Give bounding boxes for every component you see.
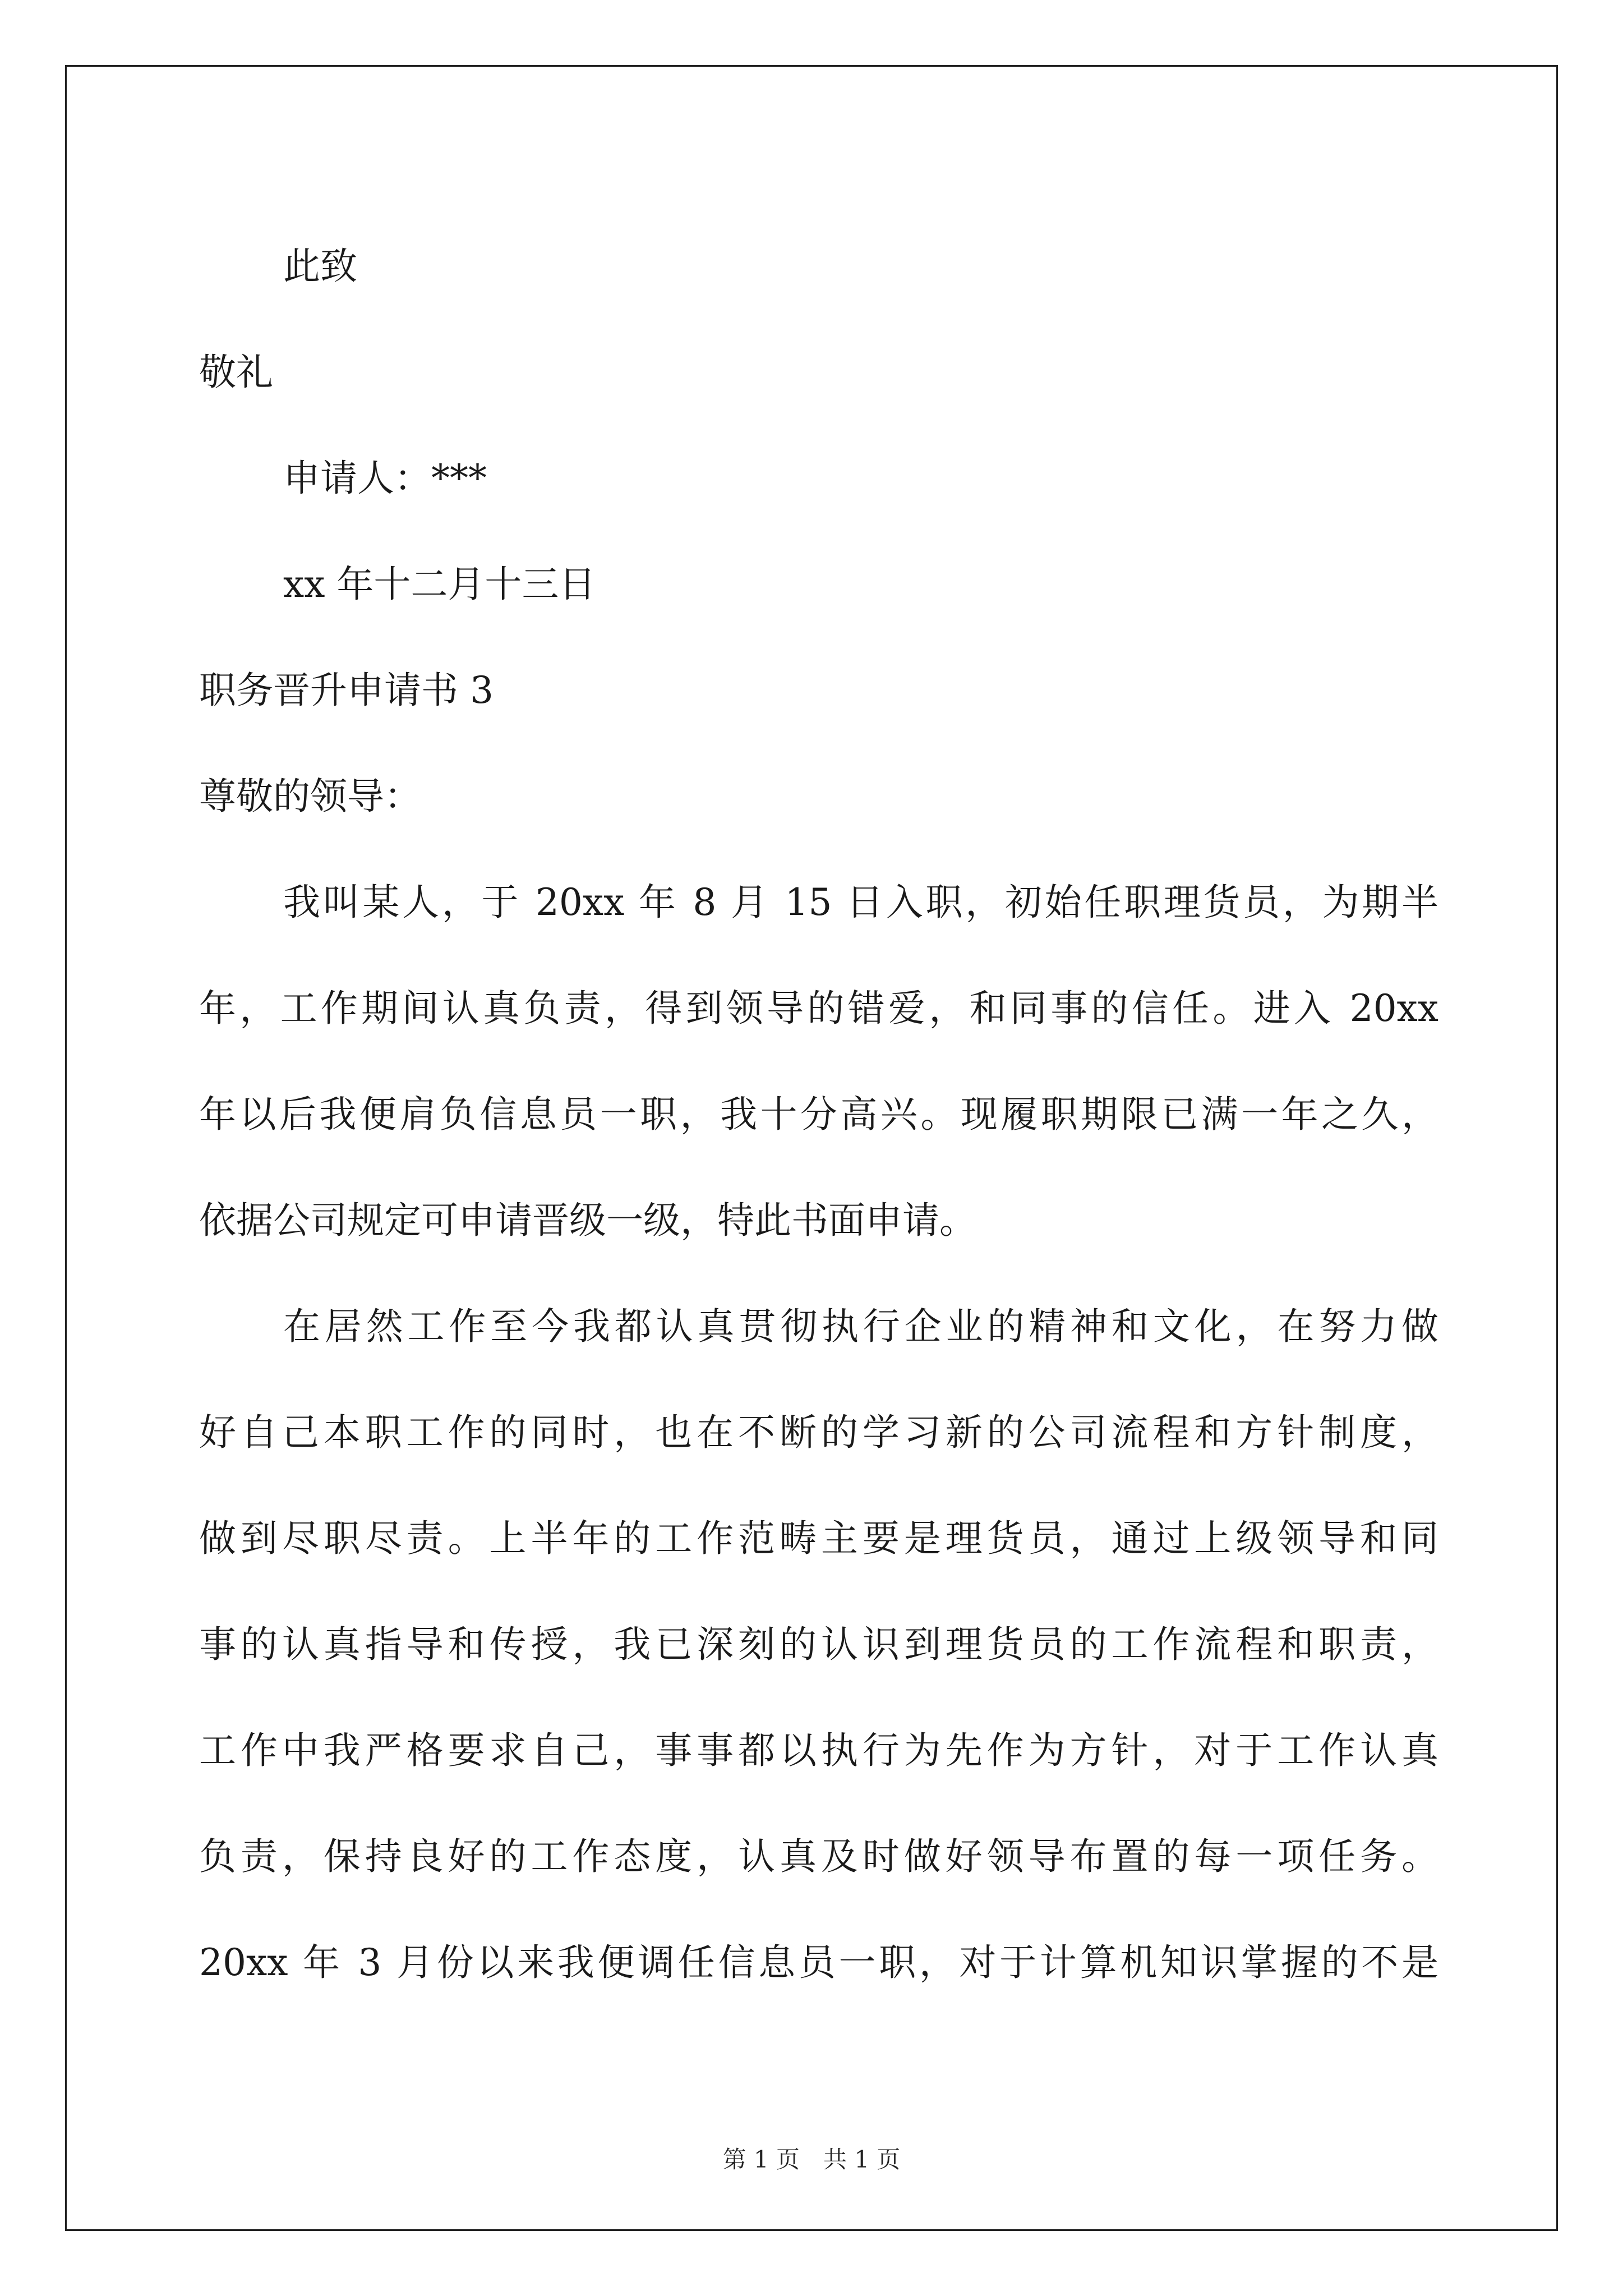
salutation-line: 敬礼: [199, 351, 273, 394]
page-number-footer: 第 1 页 共 1 页: [722, 2146, 901, 2173]
paragraph-line: 事的认真指导和传授，我已深刻的认识到理货员的工作流程和职责，: [199, 1623, 1438, 1666]
paragraph-line: 我叫某人，于 20xx 年 8 月 15 日入职，初始任职理货员，为期半: [283, 881, 1438, 924]
paragraph-line: 好自己本职工作的同时，也在不断的学习新的公司流程和方针制度，: [199, 1411, 1438, 1454]
paragraph-line: 年以后我便肩负信息员一职，我十分高兴。现履职期限已满一年之久，: [199, 1093, 1438, 1136]
section-title: 职务晋升申请书 3: [199, 669, 494, 712]
greeting-line: 尊敬的领导：: [199, 775, 421, 818]
document-body: [199, 213, 1438, 2016]
paragraph-line: 工作中我严格要求自己，事事都以执行为先作为方针，对于工作认真: [199, 1729, 1438, 1772]
paragraph-line: 年，工作期间认真负责，得到领导的错爱，和同事的信任。进入 20xx: [199, 987, 1438, 1030]
closing-line: 此致: [283, 245, 357, 288]
paragraph-line: 依据公司规定可申请晋级一级，特此书面申请。: [199, 1199, 976, 1242]
applicant-line: 申请人：***: [283, 457, 487, 500]
paragraph-line: 20xx 年 3 月份以来我便调任信息员一职，对于计算机知识掌握的不是: [199, 1941, 1438, 1984]
paragraph-line: 做到尽职尽责。上半年的工作范畴主要是理货员，通过上级领导和同: [199, 1517, 1438, 1560]
paragraph-line: 负责，保持良好的工作态度，认真及时做好领导布置的每一项任务。: [199, 1835, 1438, 1878]
date-line: xx 年十二月十三日: [283, 563, 596, 606]
paragraph-line: 在居然工作至今我都认真贯彻执行企业的精神和文化，在努力做: [283, 1305, 1438, 1348]
